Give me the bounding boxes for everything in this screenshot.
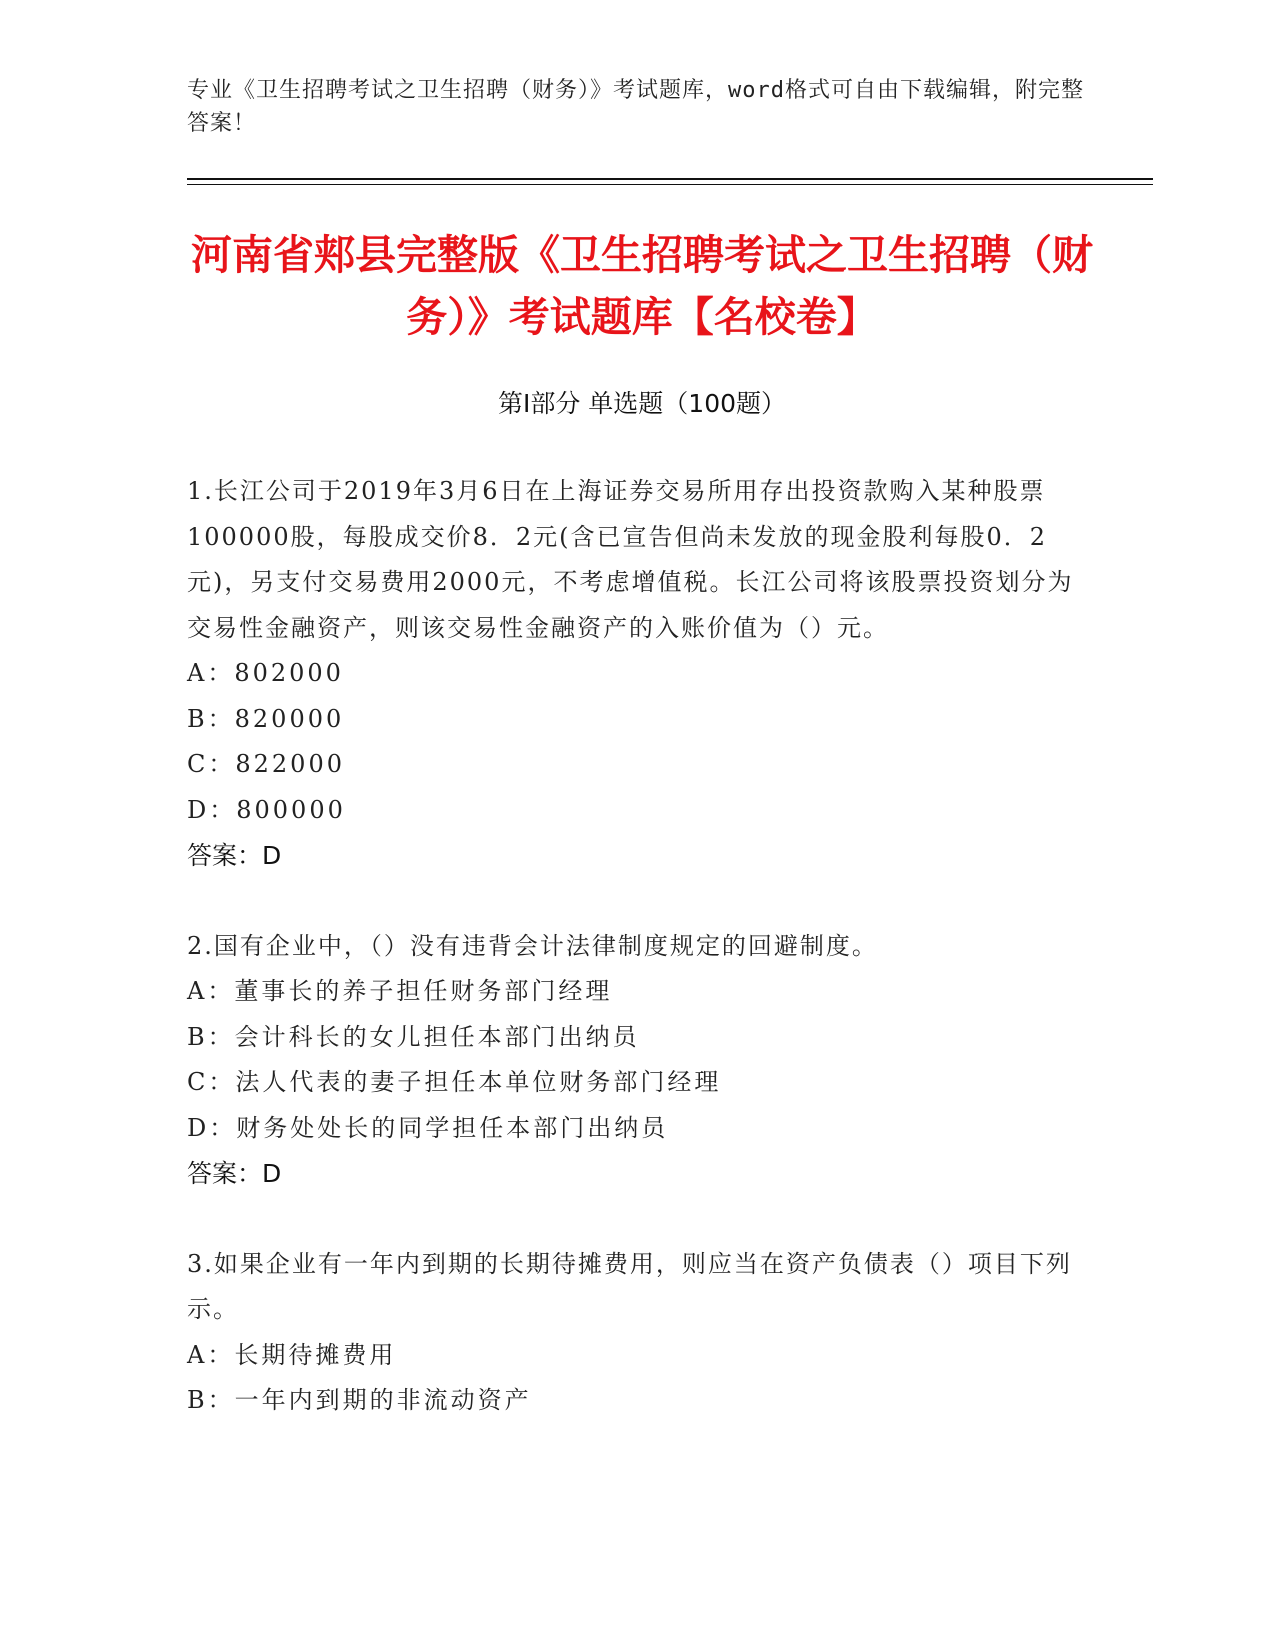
answer-label: 答案：D <box>187 1159 282 1188</box>
question-list <box>187 469 1087 1469</box>
option-d: D：800000 <box>187 795 346 824</box>
question-2 <box>187 924 1087 1197</box>
option-b: B：820000 <box>187 704 345 733</box>
option-d: D：财务处处长的同学担任本部门出纳员 <box>187 1113 669 1142</box>
header-note: 专业《卫生招聘考试之卫生招聘（财务）》考试题库，word格式可自由下载编辑，附完整答案！ <box>187 78 1084 136</box>
section-heading: 第Ⅰ部分 单选题（100题） <box>497 389 787 418</box>
option-a: A：董事长的养子担任财务部门经理 <box>187 977 613 1005</box>
question-3 <box>187 1242 1087 1424</box>
question-text: 2.国有企业中，（）没有违背会计法律制度规定的回避制度。 <box>187 931 878 960</box>
option-b: B：会计科长的女儿担任本部门出纳员 <box>187 1022 640 1051</box>
option-a: A：802000 <box>187 659 344 687</box>
header-divider-thin <box>187 184 1153 185</box>
option-a: A：长期待摊费用 <box>187 1340 397 1369</box>
question-1 <box>187 469 1087 879</box>
question-text: 1.长江公司于2019年3月6日在上海证券交易所用存出投资款购入某种股票100000股，每股成交价8．2元(含已宣告但尚未发放的现金股利每股0．2元)，另支付交易费用2000元，不考虑增值税。长江公司将该股票投资划分为交易性金融资产，则该交易性金融资产的入账价值为（）元。 <box>187 477 1074 642</box>
option-c: C：822000 <box>187 750 345 778</box>
question-text: 3.如果企业有一年内到期的长期待摊费用，则应当在资产负债表（）项目下列示。 <box>187 1249 1072 1323</box>
header-divider-thick <box>187 178 1153 180</box>
option-c: C：法人代表的妻子担任本单位财务部门经理 <box>187 1068 722 1096</box>
document-title: 河南省郏县完整版《卫生招聘考试之卫生招聘（财务）》考试题库【名校卷】 <box>191 231 1093 341</box>
option-b: B：一年内到期的非流动资产 <box>187 1386 532 1414</box>
answer-label: 答案：D <box>187 841 282 870</box>
